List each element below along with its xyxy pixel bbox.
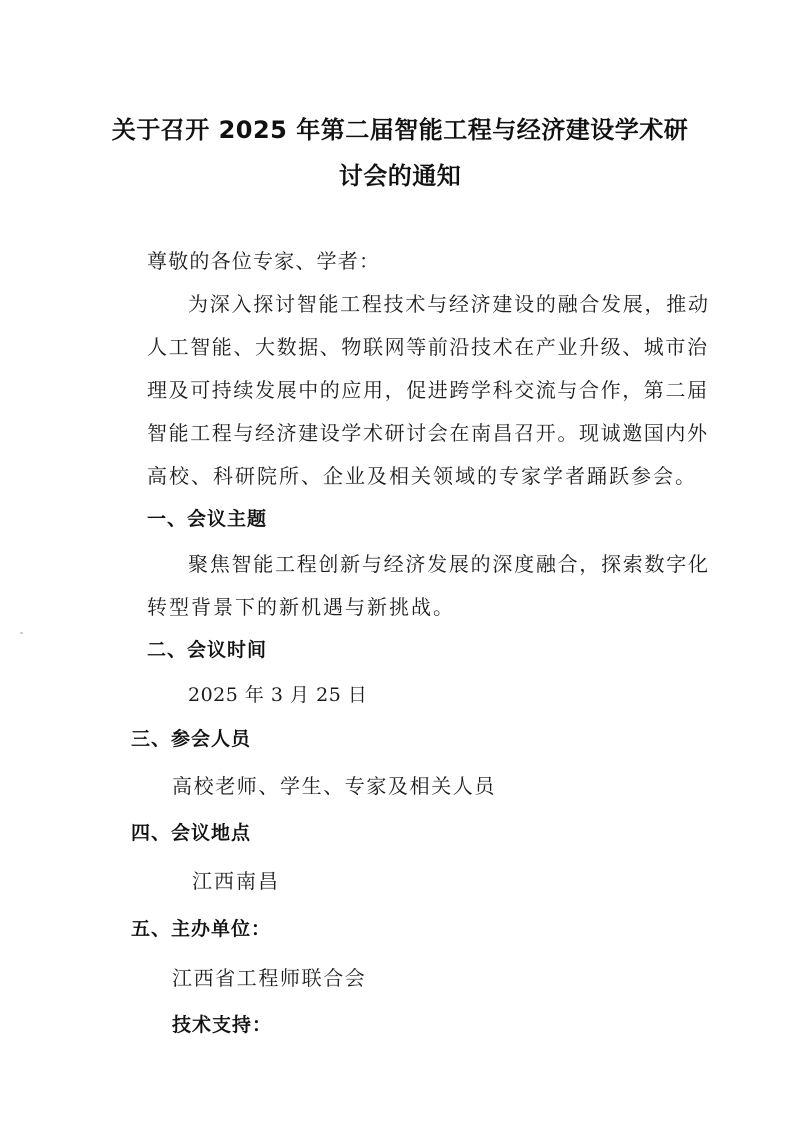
theme-line-1: 聚焦智能工程创新与经济发展的深度融合，探索数字化 bbox=[188, 552, 708, 576]
tech-support-label: 技术支持： bbox=[172, 1014, 273, 1036]
section-heading-theme: 一、会议主题 bbox=[147, 508, 268, 530]
section-heading-location: 四、会议地点 bbox=[131, 822, 252, 844]
meeting-date: 2025 年 3 月 25 日 bbox=[188, 684, 368, 706]
location-value: 江西南昌 bbox=[192, 869, 280, 893]
section-heading-organizer: 五、主办单位： bbox=[131, 918, 272, 940]
scan-speck bbox=[20, 632, 23, 634]
notice-title-line-1: 关于召开 2025 年第二届智能工程与经济建设学术研 bbox=[111, 116, 689, 144]
theme-line-2: 转型背景下的新机遇与新挑战。 bbox=[147, 595, 455, 619]
intro-line-3: 理及可持续发展中的应用，促进跨学科交流与合作，第二届 bbox=[147, 378, 707, 402]
organizer-value: 江西省工程师联合会 bbox=[172, 966, 367, 990]
intro-line-5: 高校、科研院所、企业及相关领域的专家学者踊跃参会。 bbox=[147, 464, 697, 488]
intro-line-2: 人工智能、大数据、物联网等前沿技术在产业升级、城市治 bbox=[147, 335, 707, 359]
intro-line-4: 智能工程与经济建设学术研讨会在南昌召开。现诚邀国内外 bbox=[147, 421, 707, 445]
section-heading-time: 二、会议时间 bbox=[147, 639, 268, 661]
salutation: 尊敬的各位专家、学者： bbox=[147, 249, 381, 273]
notice-title-line-2: 讨会的通知 bbox=[338, 162, 462, 190]
participants-value: 高校老师、学生、专家及相关人员 bbox=[172, 774, 496, 798]
intro-line-1: 为深入探讨智能工程技术与经济建设的融合发展，推动 bbox=[188, 292, 708, 316]
section-heading-participants: 三、参会人员 bbox=[131, 728, 252, 750]
